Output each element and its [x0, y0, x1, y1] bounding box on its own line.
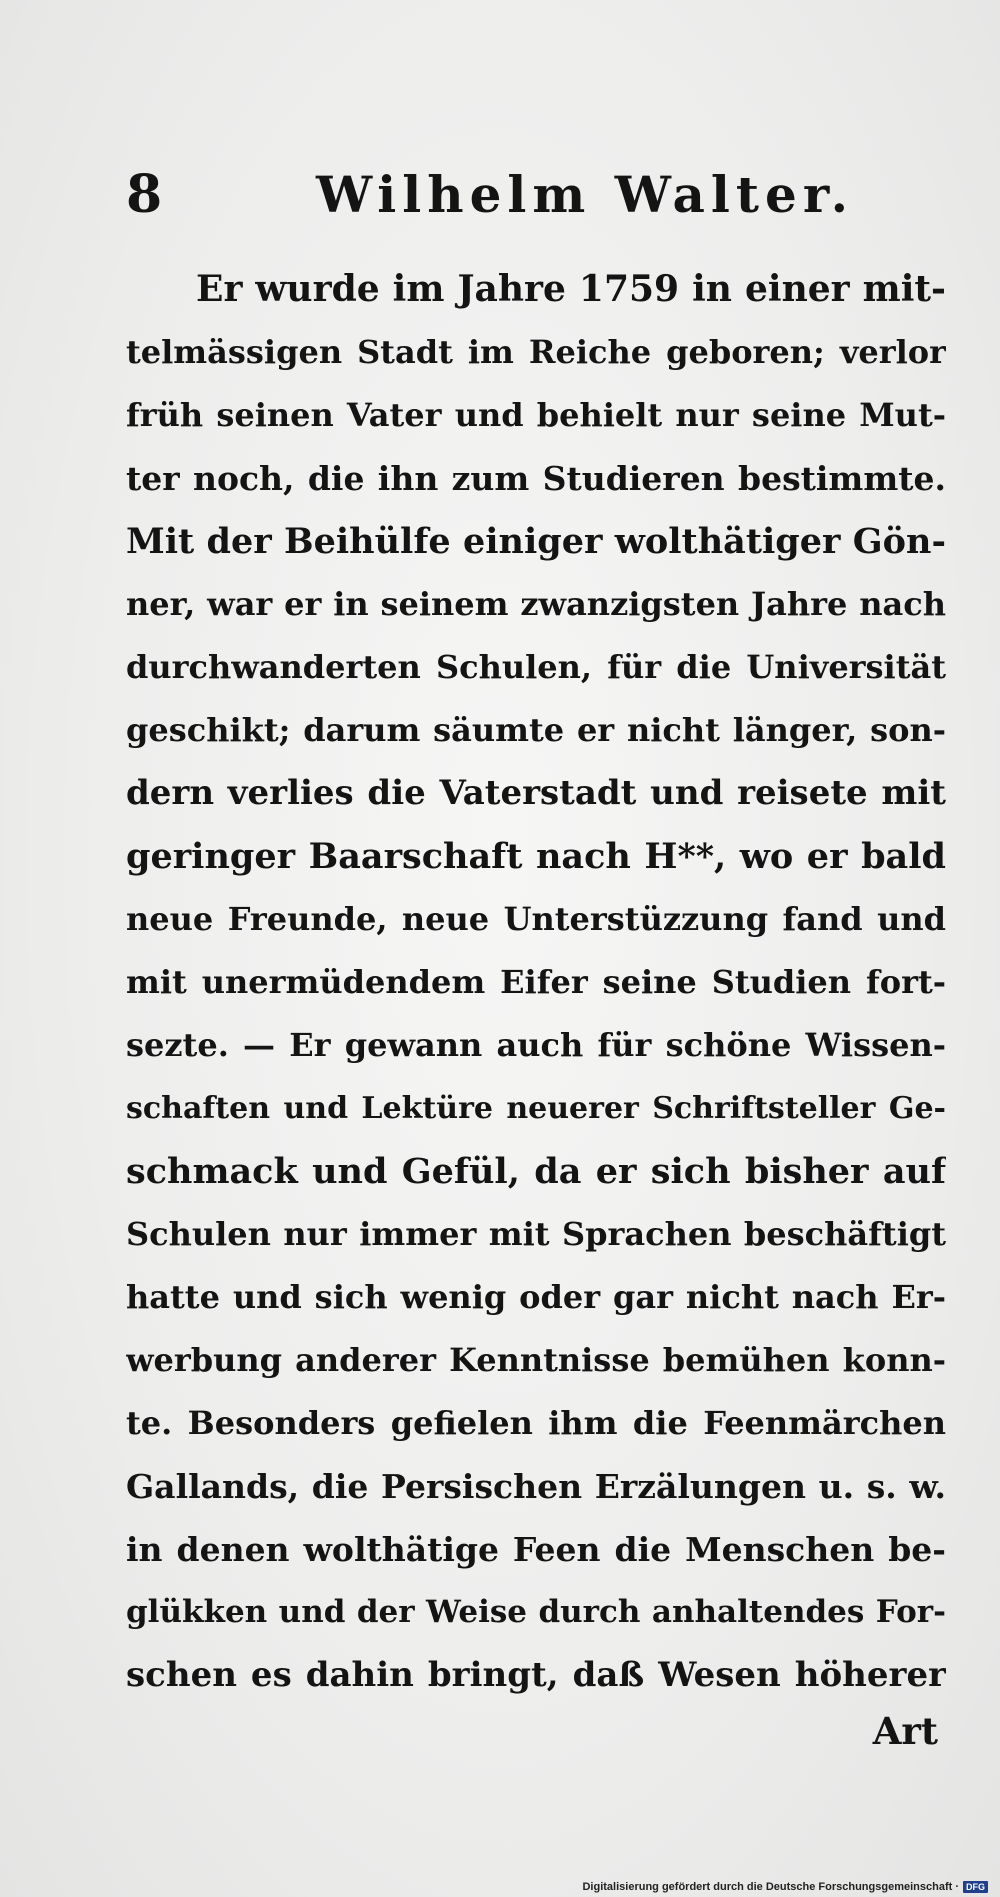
text-line: Gallands, die Persischen Erzälungen u. s. w.	[126, 1467, 946, 1506]
text-line: durchwanderten Schulen, für die Universität	[126, 648, 946, 686]
footer-credit: Digitalisierung gefördert durch die Deutsche Forschungsgemeinschaft ·	[582, 1881, 959, 1893]
text-line: früh seinen Vater und behielt nur seine Mut-	[126, 396, 946, 434]
dfg-logo-icon: DFG	[963, 1881, 988, 1893]
running-title: Wilhelm Walter.	[316, 165, 854, 224]
text-line: te. Besonders gefielen ihm die Feenmärchen	[126, 1404, 946, 1442]
text-line: geschikt; darum säumte er nicht länger, son-	[126, 711, 946, 749]
digitization-footer	[582, 1881, 988, 1893]
text-line: Mit der Beihülfe einiger wolthätiger Gön-	[126, 521, 946, 562]
text-line: schaften und Lektüre neuerer Schriftsteller Ge-	[126, 1091, 946, 1126]
page-header	[126, 160, 956, 230]
text-line: mit unermüdendem Eifer seine Studien fort-	[126, 963, 946, 1001]
text-line: dern verlies die Vaterstadt und reisete mit	[126, 773, 946, 813]
text-line: ner, war er in seinem zwanzigsten Jahre nach	[126, 585, 946, 623]
body-text	[126, 258, 946, 1707]
text-line: sezte. — Er gewann auch für schöne Wissen-	[126, 1026, 946, 1064]
text-line: Schulen nur immer mit Sprachen beschäftigt	[126, 1215, 946, 1253]
text-line: Er wurde im Jahre 1759 in einer mit-	[196, 268, 946, 310]
text-line: in denen wolthätige Feen die Menschen be-	[126, 1530, 946, 1569]
text-line: geringer Baarschaft nach H**, wo er bald	[126, 836, 946, 877]
catchword: Art	[872, 1709, 938, 1753]
page-number: 8	[126, 164, 163, 225]
text-line: ter noch, die ihn zum Studieren bestimmte.	[126, 459, 946, 498]
text-line: neue Freunde, neue Unterstüzzung fand und	[126, 900, 946, 938]
text-line: telmässigen Stadt im Reiche geboren; verlor	[126, 333, 946, 371]
text-line: hatte und sich wenig oder gar nicht nach Er-	[126, 1278, 946, 1316]
text-line: werbung anderer Kenntnisse bemühen konn-	[126, 1341, 946, 1379]
text-line: schen es dahin bringt, daß Wesen höherer	[126, 1655, 946, 1695]
text-line: schmack und Gefül, da er sich bisher auf	[126, 1151, 946, 1192]
text-line: glükken und der Weise durch anhaltendes For-	[126, 1594, 946, 1630]
